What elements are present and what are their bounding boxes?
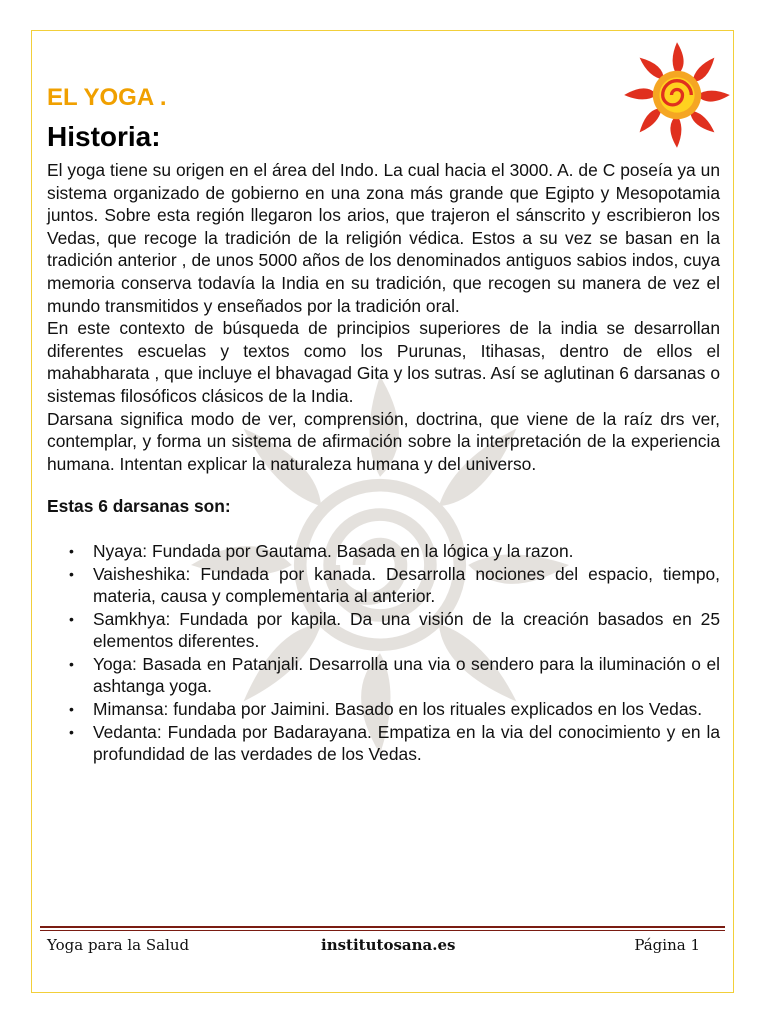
darsanas-list (47, 540, 720, 766)
list-item-text: Nyaya: Fundada por Gautama. Basada en la lógica y la razon. (93, 540, 574, 561)
list-item (69, 698, 720, 721)
list-item (69, 563, 720, 608)
list-item (69, 721, 720, 766)
bullet-icon: • (69, 701, 74, 718)
bullet-icon: • (69, 723, 74, 740)
bullet-icon: • (69, 610, 74, 627)
page-footer (47, 936, 700, 960)
list-item (69, 608, 720, 653)
history-paragraph-1: El yoga tiene su origen en el área del Indo. La cual hacia el 3000. A. de C poseía ya un sistema organizado de gobierno en una zona más grande que Egipto y Mesopotamia juntos. Sobre esta región llegaron los arios, que trajeron el sánscrito y escribieron los Vedas, que recoge la tradición de la religión védica. Estos a su vez se basan en la tradición anterior , de unos 5000 años de los denominados antiguos sabios indos, cuya memoria conserva todavía la India en su tradición, que recogen su manera de vez el mundo transmitidos y enseñados por la tradición oral. (47, 160, 720, 316)
page-number: Página 1 (634, 936, 700, 954)
bullet-icon: • (69, 542, 74, 559)
list-item (69, 653, 720, 698)
history-paragraph-3: Darsana significa modo de ver, comprensión, doctrina, que viene de la raíz drs ver, contemplar, y forma un sistema de afirmación sobre la interpretación de la experiencia humana. Intentan explicar la naturaleza humana y del universo. (47, 408, 720, 474)
section-heading: Historia: (47, 121, 161, 152)
list-item-text: Vedanta: Fundada por Badarayana. Empatiza en la via del conocimiento y en la profundidad de las verdades de los Vedas. (93, 721, 720, 765)
list-item-text: Yoga: Basada en Patanjali. Desarrolla una via o sendero para la iluminación o el ashtanga yoga. (93, 653, 720, 697)
darsanas-heading: Estas 6 darsanas son: (47, 496, 231, 517)
list-item-text: Mimansa: fundaba por Jaimini. Basado en los rituales explicados en los Vedas. (93, 699, 703, 720)
list-item (69, 540, 720, 563)
bullet-icon: • (69, 655, 74, 672)
bullet-icon: • (69, 565, 74, 582)
list-item-text: Vaisheshika: Fundada por kanada. Desarrolla nociones del espacio, tiempo, materia, causa y complementaria al anterior. (93, 563, 720, 607)
document-title: EL YOGA . (47, 84, 167, 111)
footer-website: institutosana.es (321, 936, 456, 954)
history-paragraph-2: En este contexto de búsqueda de principios superiores de la india se desarrollan diferentes escuelas y textos como los Purunas, Itihasas, dentro de ellos el mahabharata , que incluye el bhavagad Gita y los sutras. Así se aglutinan 6 darsanas o sistemas filosóficos clásicos de la India. (47, 318, 720, 406)
list-item-text: Samkhya: Fundada por kapila. Da una visión de la creación basados en 25 elementos diferentes. (93, 608, 720, 652)
footer-title: Yoga para la Salud (47, 936, 190, 954)
footer-divider (40, 926, 725, 932)
document-body (47, 82, 720, 766)
